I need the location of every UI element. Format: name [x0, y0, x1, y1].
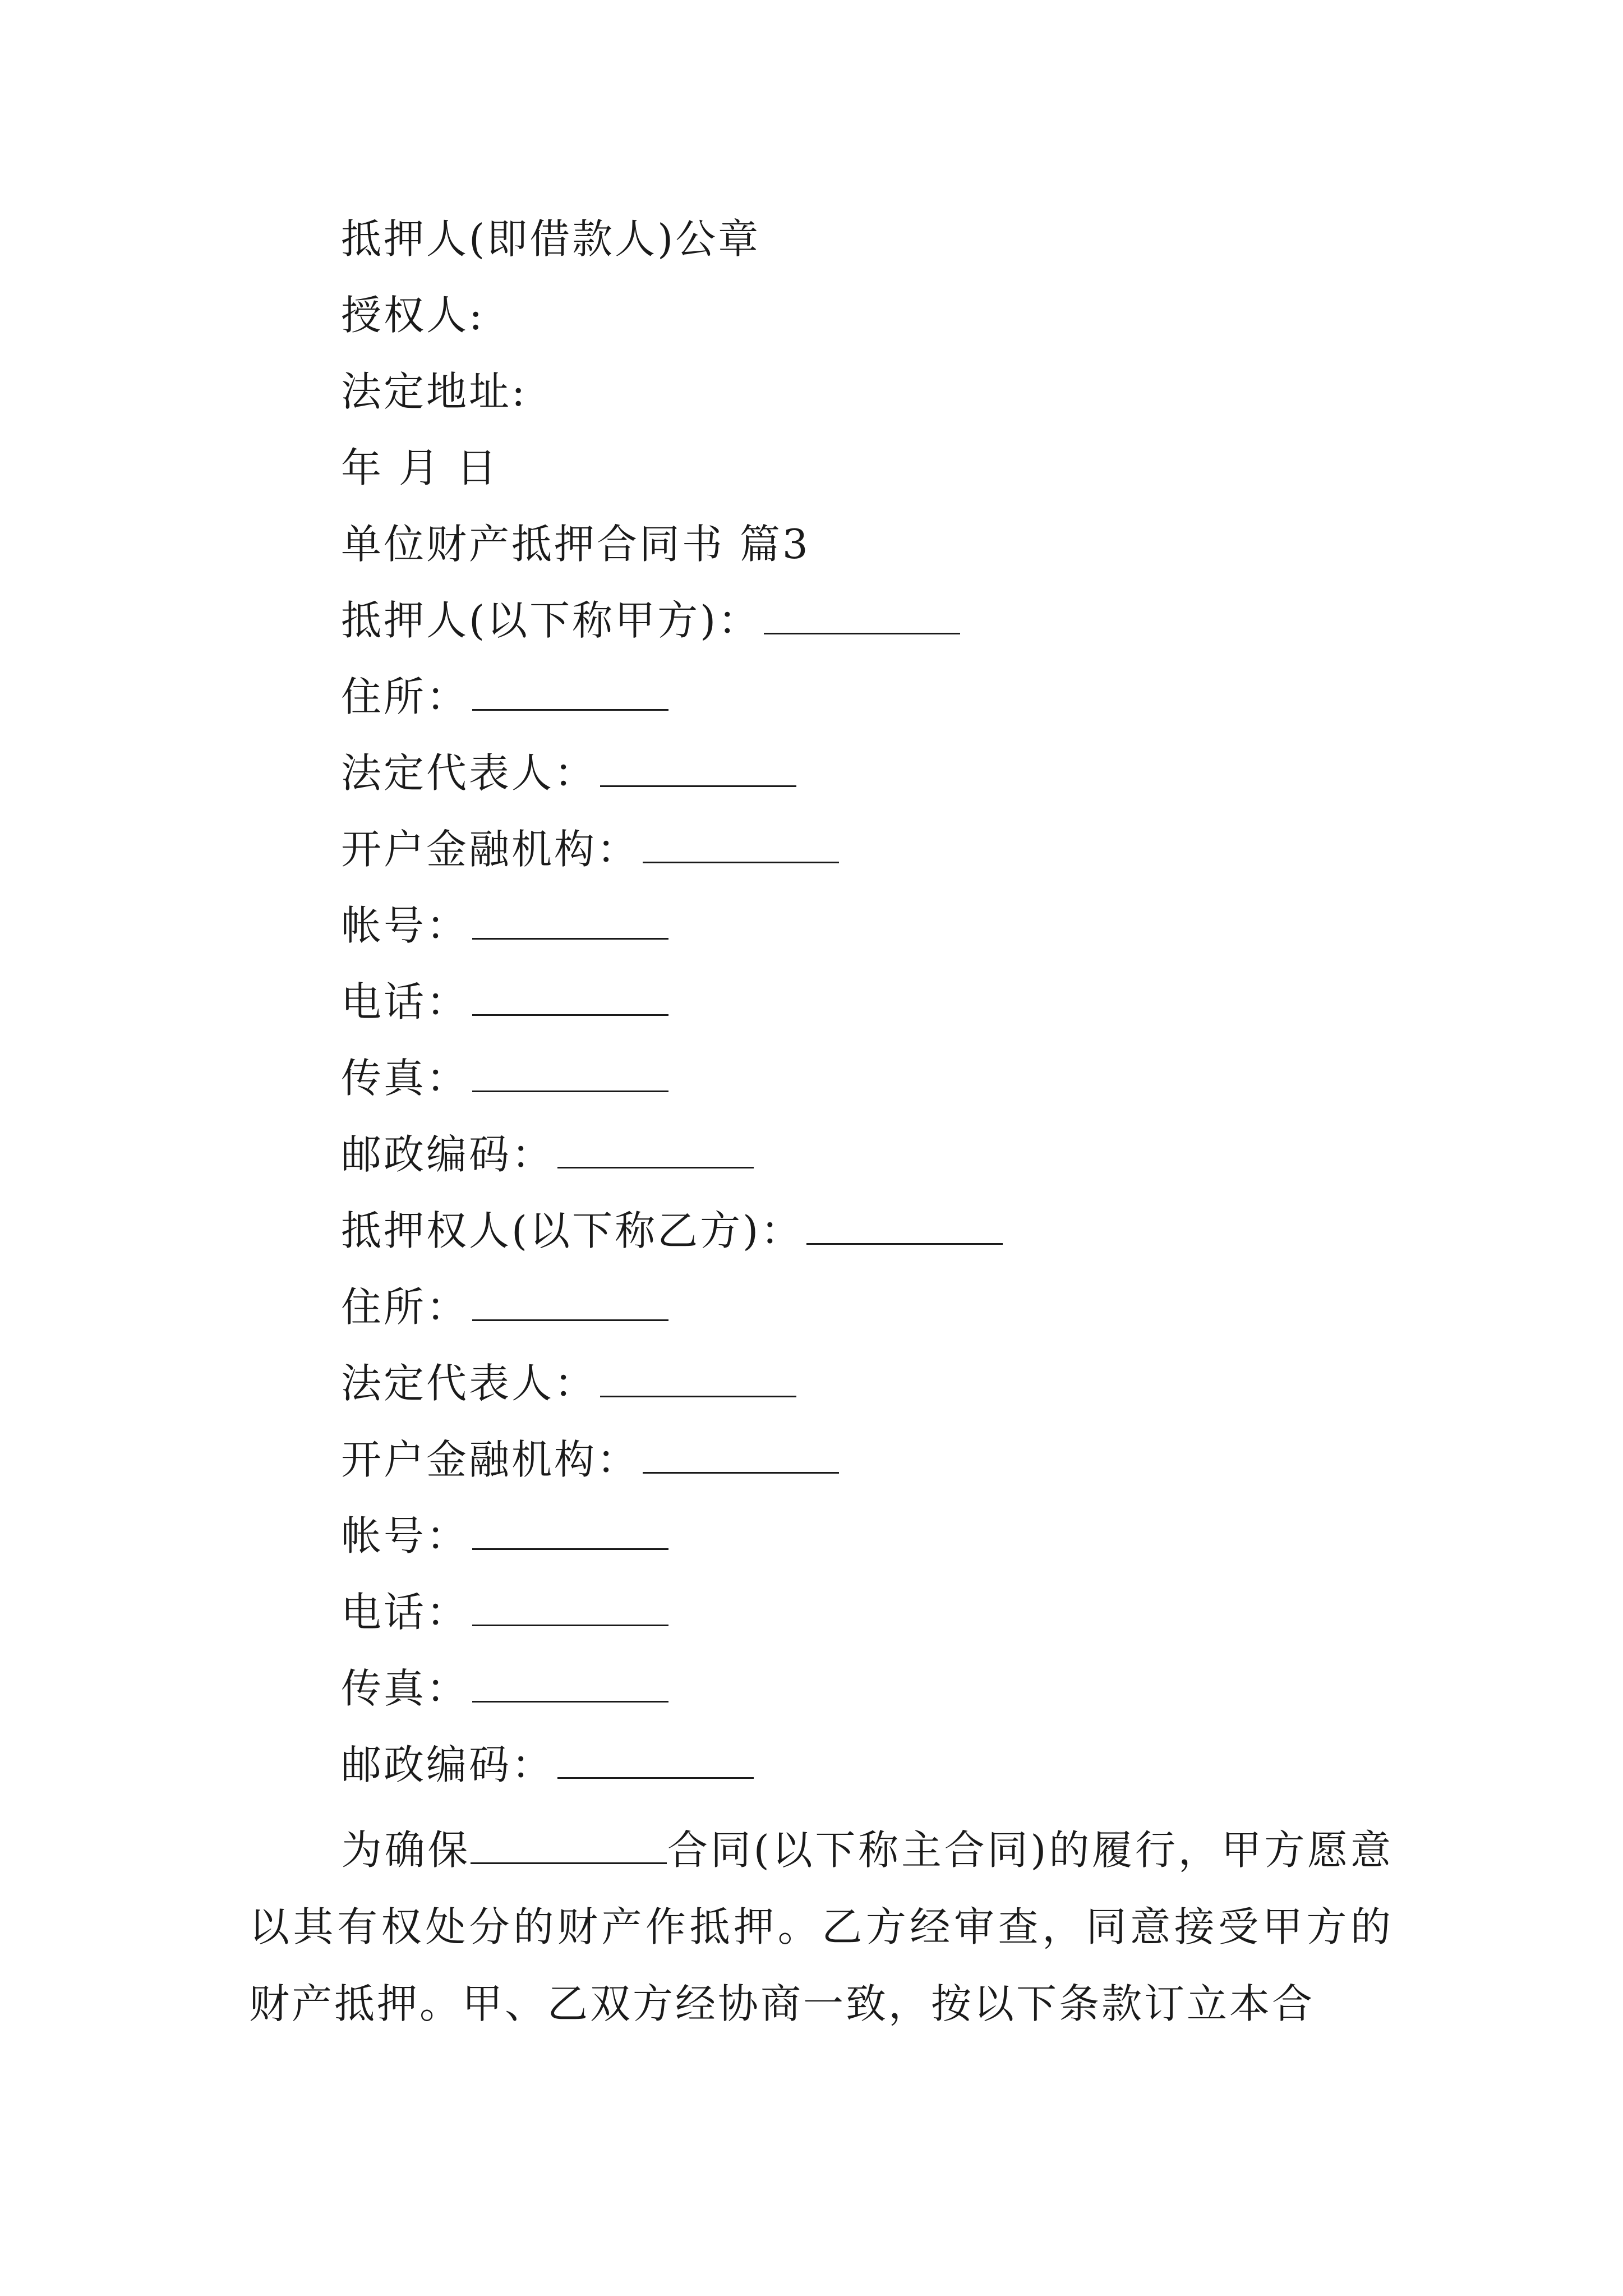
authorized-person-line: 授权人:	[341, 292, 485, 339]
party-b-legal-rep	[341, 1358, 796, 1409]
party-b-legal-rep-label: 法定代表人：	[341, 1360, 597, 1407]
party-a-phone	[341, 977, 668, 1027]
party-a-address-blank	[472, 674, 668, 711]
party-b-fax-label: 传真：	[341, 1665, 469, 1712]
party-b-address-blank	[472, 1285, 668, 1321]
party-a-postcode	[341, 1129, 754, 1180]
party-b-name-blank	[806, 1208, 1003, 1245]
party-b-address	[341, 1282, 668, 1332]
contract-purpose-paragraph	[249, 1812, 1393, 2042]
party-a-fax	[341, 1053, 668, 1103]
party-a-account-blank	[472, 903, 668, 940]
party-b-bank	[341, 1434, 839, 1485]
party-a-legal-rep	[341, 748, 796, 798]
party-a-phone-label: 电话：	[341, 978, 469, 1025]
party-a-address	[341, 671, 668, 722]
date-line: 年 月 日	[341, 444, 499, 491]
party-b-intro-label: 抵押权人(以下称乙方)：	[341, 1207, 804, 1254]
party-a-legal-rep-label: 法定代表人：	[341, 749, 597, 797]
party-a-fax-blank	[472, 1056, 668, 1092]
party-a-bank-label: 开户金融机构：	[341, 826, 640, 873]
party-b-phone-label: 电话：	[341, 1589, 469, 1636]
party-a-name-blank	[764, 598, 960, 634]
party-b-address-label: 住所：	[341, 1283, 469, 1331]
party-b-postcode-blank	[557, 1742, 754, 1779]
party-a-account-label: 帐号：	[341, 902, 469, 949]
party-a-bank-blank	[643, 827, 839, 863]
party-a-intro	[341, 595, 960, 646]
party-b-account	[341, 1511, 668, 1561]
party-b-account-label: 帐号：	[341, 1512, 469, 1559]
party-b-legal-rep-blank	[600, 1361, 796, 1397]
party-b-phone	[341, 1587, 668, 1637]
legal-address-line: 法定地址:	[341, 368, 528, 415]
party-b-fax	[341, 1663, 668, 1714]
party-b-postcode-label: 邮政编码：	[341, 1741, 555, 1788]
main-contract-name-blank	[471, 1828, 667, 1864]
party-a-phone-blank	[472, 979, 668, 1016]
party-b-fax-blank	[472, 1666, 668, 1703]
party-a-intro-label: 抵押人(以下称甲方)：	[341, 597, 761, 644]
paragraph-text-part1: 为确保	[341, 1826, 471, 1874]
party-a-fax-label: 传真：	[341, 1055, 469, 1102]
party-a-bank	[341, 824, 839, 875]
party-b-phone-blank	[472, 1590, 668, 1626]
party-b-bank-blank	[643, 1437, 839, 1474]
party-a-legal-rep-blank	[600, 751, 796, 787]
party-b-intro	[341, 1205, 1003, 1256]
section-title: 单位财产抵押合同书 篇3	[341, 521, 810, 568]
party-a-postcode-blank	[557, 1132, 754, 1168]
party-a-address-label: 住所：	[341, 673, 469, 720]
mortgagor-seal-line: 抵押人(即借款人)公章	[341, 215, 761, 263]
party-b-account-blank	[472, 1513, 668, 1550]
party-b-bank-label: 开户金融机构：	[341, 1436, 640, 1483]
paragraph-text-part2: 合同(以下称主合同)的履行，甲方愿意以其有权处分的财产作抵押。乙方经审查，同意接受甲方的财产抵押。甲、乙双方经协商一致，按以下条款订立本合	[249, 1826, 1393, 2027]
party-a-account	[341, 900, 668, 951]
party-a-postcode-label: 邮政编码：	[341, 1131, 555, 1178]
party-b-postcode	[341, 1740, 754, 1790]
